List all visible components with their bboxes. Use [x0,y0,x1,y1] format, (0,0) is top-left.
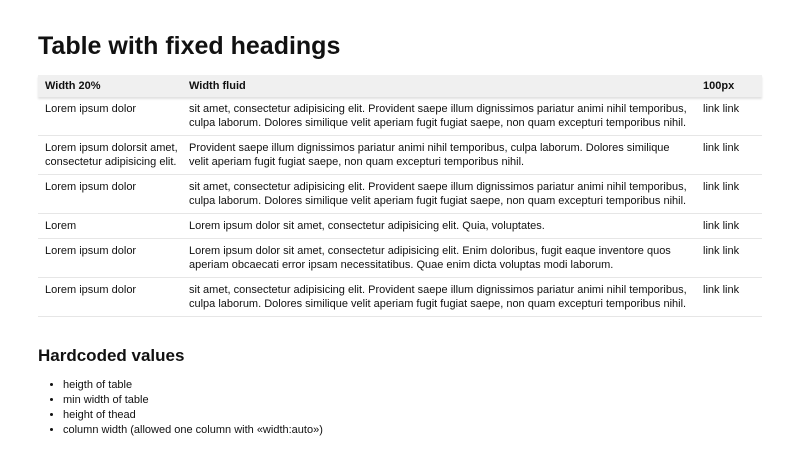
table-row [38,214,762,239]
cell-links [697,141,762,169]
table-row [38,239,762,278]
list-item: • heigth of table [63,378,323,393]
header-cell-width-20: Width 20% [45,80,101,92]
cell-col1: Lorem ipsum dolor [45,181,137,193]
list-item: • min width of table [63,393,323,408]
table-row [38,175,762,214]
header-cell-100px: 100px [703,80,735,92]
notes-heading: Hardcoded values [38,346,185,365]
row-link[interactable]: link [703,181,720,193]
row-link[interactable]: link [703,103,720,115]
row-link[interactable]: link [722,103,740,115]
row-link[interactable]: link [722,142,740,154]
cell-links [697,219,762,233]
table-row [38,97,762,136]
cell-links [697,283,762,311]
cell-col1: Lorem ipsum dolor [45,284,137,296]
table-header [38,75,762,97]
cell-links [697,244,762,272]
row-link[interactable]: link [722,284,740,296]
fixed-header-table[interactable] [38,75,762,310]
cell-col1: Lorem ipsum dolor [45,103,137,115]
table-body[interactable] [38,97,762,317]
cell-links [697,102,762,130]
cell-col1: Lorem ipsum dolor [45,245,137,257]
cell-col2: Lorem ipsum dolor sit amet, consectetur adipisicing elit. Enim doloribus, fugit eaque inventore quos aperiam obcaecati error ipsam necessitatibus. Quae enim dicta voluptas modi laborum. [189,245,671,271]
row-link[interactable]: link [722,245,740,257]
row-link[interactable]: link [722,181,740,193]
list-item: • column width (allowed one column with «width:auto») [63,423,323,438]
page-title: Table with fixed headings [38,32,341,60]
cell-col1: Lorem [45,220,77,232]
row-link[interactable]: link [703,142,720,154]
cell-col2: sit amet, consectetur adipisicing elit. Provident saepe illum dignissimos pariatur animi nihil temporibus, culpa laborum. Dolores similique velit aperiam fugit fugiat saepe, non quam excepturi temporibus nihil. [189,284,687,310]
row-link[interactable]: link [703,284,720,296]
cell-col2: Lorem ipsum dolor sit amet, consectetur adipisicing elit. Quia, voluptates. [189,220,545,232]
row-link[interactable]: link [703,245,720,257]
cell-col1: Lorem ipsum dolorsit amet, consectetur adipisicing elit. [45,142,178,168]
list-item: • height of thead [63,408,323,423]
hardcoded-values-list [38,378,323,438]
table-row [38,278,762,317]
header-cell-width-fluid: Width fluid [189,80,246,92]
cell-col2: Provident saepe illum dignissimos pariatur animi nihil temporibus, culpa laborum. Dolores similique velit aperiam fugit fugiat saepe, non quam excepturi temporibus nihil. [189,142,670,168]
table-row [38,136,762,175]
cell-links [697,180,762,208]
row-link[interactable]: link [703,220,720,232]
cell-col2: sit amet, consectetur adipisicing elit. Provident saepe illum dignissimos pariatur animi nihil temporibus, culpa laborum. Dolores similique velit aperiam fugit fugiat saepe, non quam excepturi temporibus nihil. [189,103,687,129]
row-link[interactable]: link [722,220,740,232]
cell-col2: sit amet, consectetur adipisicing elit. Provident saepe illum dignissimos pariatur animi nihil temporibus, culpa laborum. Dolores similique velit aperiam fugit fugiat saepe, non quam excepturi temporibus nihil. [189,181,687,207]
